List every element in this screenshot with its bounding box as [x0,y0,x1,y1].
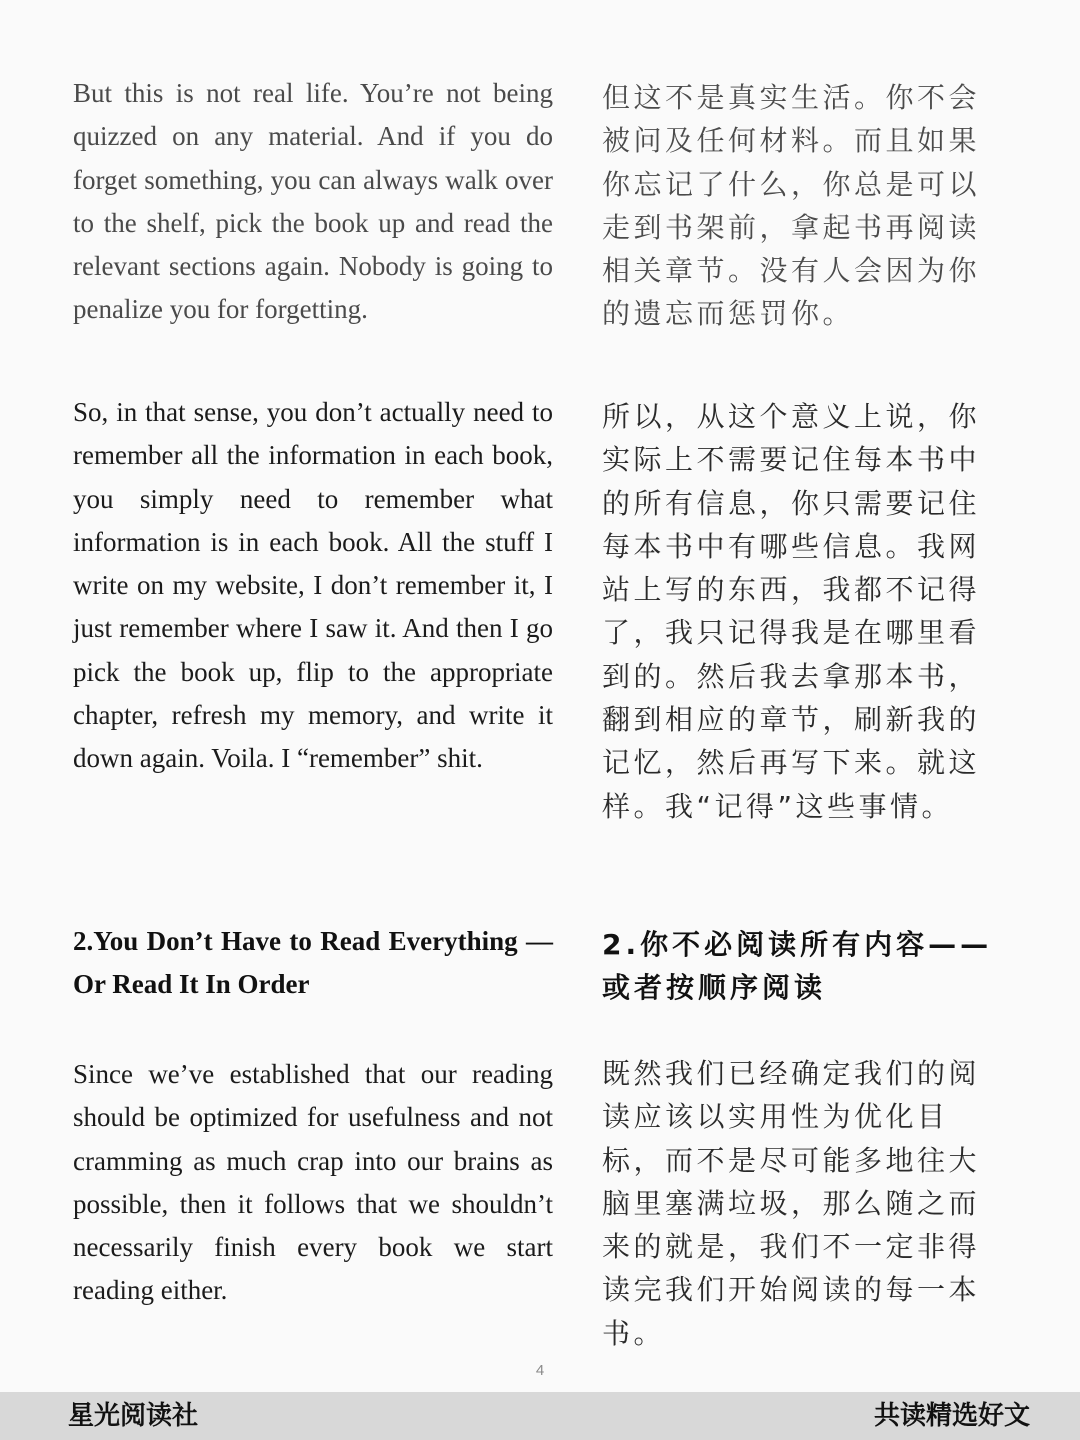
footer-brand: 星光阅读社 [68,1401,199,1431]
section-heading-chinese: 2.你不必阅读所有内容——或者按顺序阅读 [602,928,993,1005]
section-heading-english: 2.You Don’t Have to Read Everything — Or Read It In Order [73,926,553,1000]
footer-tagline: 共读精选好文 [873,1401,1030,1431]
paragraph-3-chinese: 既然我们已经确定我们的阅读应该以实用性为优化目标，而不是尽可能多地往大脑里塞满垃圾，那么随之而来的就是，我们不一定非得读完我们开始阅读的每一本书。 [602,1057,981,1350]
paragraph-1-english: But this is not real life. You’re not being quizzed on any material. And if you do forget something, you can always walk over to the shelf, pick the book up and read the relevant sections again. Nobody is going to penalize you for forgetting. [73,78,553,325]
paragraph-3-english: Since we’ve established that our reading should be optimized for usefulness and not cramming as much crap into our brains as possible, then it follows that we shouldn’t necessarily finish every book we start reading either. [73,1059,553,1306]
footer-bar [0,1392,1080,1440]
page-number: 4 [535,1362,545,1379]
paragraph-1-chinese: 但这不是真实生活。你不会被问及任何材料。而且如果你忘记了什么，你总是可以走到书架前，拿起书再阅读相关章节。没有人会因为你的遗忘而惩罚你。 [602,81,981,331]
paragraph-2-chinese: 所以，从这个意义上说，你实际上不需要记住每本书中的所有信息，你只需要记住每本书中有哪些信息。我网站上写的东西，我都不记得了，我只记得我是在哪里看到的。然后我去拿那本书，翻到相应的章节，刷新我的记忆，然后再写下来。就这样。我“记得”这些事情。 [602,400,981,823]
paragraph-2-english: So, in that sense, you don’t actually need to remember all the information in each book, you simply need to remember what information is in each book. All the stuff I write on my website, I don’t remember it, I just remember where I saw it. And then I go pick the book up, flip to the appropriate chapter, refresh my memory, and write it down again. Voila. I “remember” shit. [73,397,553,774]
